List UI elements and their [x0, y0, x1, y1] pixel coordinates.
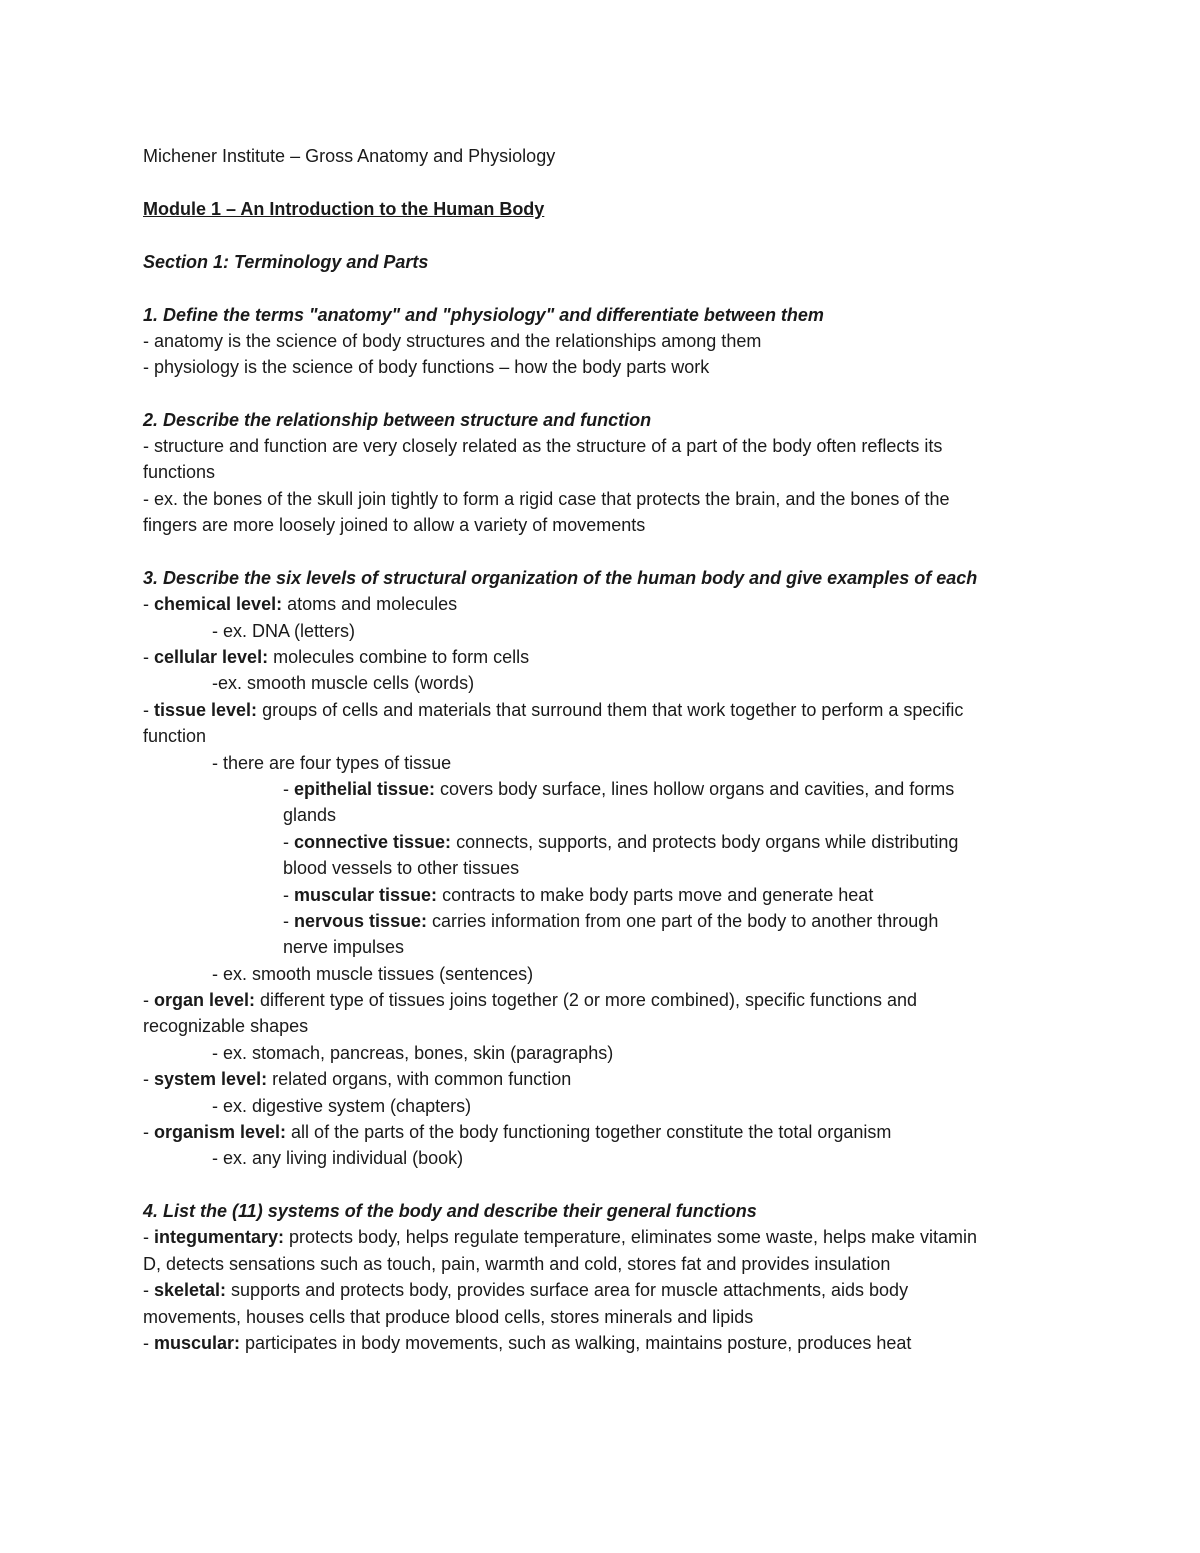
q4-heading: 4. List the (11) systems of the body and describe their general functions [143, 1201, 757, 1221]
tissue-muscular: - muscular tissue: contracts to make body parts move and generate heat [283, 885, 874, 905]
tissue-nervous: - nervous tissue: carries information from one part of the body to another through [283, 911, 939, 931]
level-cellular: - cellular level: molecules combine to form cells [143, 647, 530, 667]
example-line: - ex. stomach, pancreas, bones, skin (paragraphs) [212, 1043, 614, 1063]
term: nervous tissue: [294, 911, 428, 931]
tissue-types-intro: - there are four types of tissue [212, 753, 452, 773]
module-title: Module 1 – An Introduction to the Human Body [143, 199, 545, 219]
term: integumentary: [154, 1227, 285, 1247]
level-organ: - organ level: different type of tissues joins together (2 or more combined), specific functions and [143, 990, 918, 1010]
tissue-connective: - connective tissue: connects, supports, and protects body organs while distributing [283, 832, 959, 852]
example-line: - ex. any living individual (book) [212, 1148, 464, 1168]
example-line: - ex. smooth muscle tissues (sentences) [212, 964, 534, 984]
q2-line: fingers are more loosely joined to allow a variety of movements [143, 515, 646, 535]
q1-line: - physiology is the science of body functions – how the body parts work [143, 357, 710, 377]
q2-line: - ex. the bones of the skull join tightly to form a rigid case that protects the brain, and the bones of the [143, 489, 950, 509]
continuation-line: recognizable shapes [143, 1016, 309, 1036]
q1-line: - anatomy is the science of body structures and the relationships among them [143, 331, 762, 351]
term: cellular level: [154, 647, 269, 667]
continuation-line: glands [283, 805, 337, 825]
institute-title: Michener Institute – Gross Anatomy and Physiology [143, 146, 556, 166]
level-chemical: - chemical level: atoms and molecules [143, 594, 458, 614]
term: skeletal: [154, 1280, 227, 1300]
system-muscular: - muscular: participates in body movements, such as walking, maintains posture, produces heat [143, 1333, 912, 1353]
q1-heading: 1. Define the terms "anatomy" and "physiology" and differentiate between them [143, 305, 824, 325]
q2-heading: 2. Describe the relationship between structure and function [143, 410, 652, 430]
q2-line: functions [143, 462, 216, 482]
section-title: Section 1: Terminology and Parts [143, 252, 429, 272]
continuation-line: nerve impulses [283, 937, 405, 957]
term: organ level: [154, 990, 256, 1010]
term: muscular tissue: [294, 885, 438, 905]
term: muscular: [154, 1333, 241, 1353]
term: system level: [154, 1069, 268, 1089]
term: organism level: [154, 1122, 287, 1142]
continuation-line: function [143, 726, 207, 746]
tissue-epithelial: - epithelial tissue: covers body surface, lines hollow organs and cavities, and forms [283, 779, 955, 799]
example-line: - ex. DNA (letters) [212, 621, 356, 641]
example-line: - ex. digestive system (chapters) [212, 1096, 472, 1116]
term: tissue level: [154, 700, 258, 720]
level-system: - system level: related organs, with common function [143, 1069, 572, 1089]
level-tissue: - tissue level: groups of cells and materials that surround them that work together to perform a specific [143, 700, 964, 720]
system-skeletal: - skeletal: supports and protects body, provides surface area for muscle attachments, aids body [143, 1280, 909, 1300]
q3-heading: 3. Describe the six levels of structural organization of the human body and give examples of each [143, 568, 978, 588]
level-organism: - organism level: all of the parts of the body functioning together constitute the total organism [143, 1122, 892, 1142]
continuation-line: blood vessels to other tissues [283, 858, 520, 878]
continuation-line: D, detects sensations such as touch, pain, warmth and cold, stores fat and provides insulation [143, 1254, 891, 1274]
q2-line: - structure and function are very closely related as the structure of a part of the body often reflects its [143, 436, 943, 456]
term: epithelial tissue: [294, 779, 436, 799]
term: connective tissue: [294, 832, 452, 852]
system-integumentary: - integumentary: protects body, helps regulate temperature, eliminates some waste, helps make vitamin [143, 1227, 978, 1247]
example-line: -ex. smooth muscle cells (words) [212, 673, 475, 693]
continuation-line: movements, houses cells that produce blood cells, stores minerals and lipids [143, 1307, 754, 1327]
term: chemical level: [154, 594, 283, 614]
